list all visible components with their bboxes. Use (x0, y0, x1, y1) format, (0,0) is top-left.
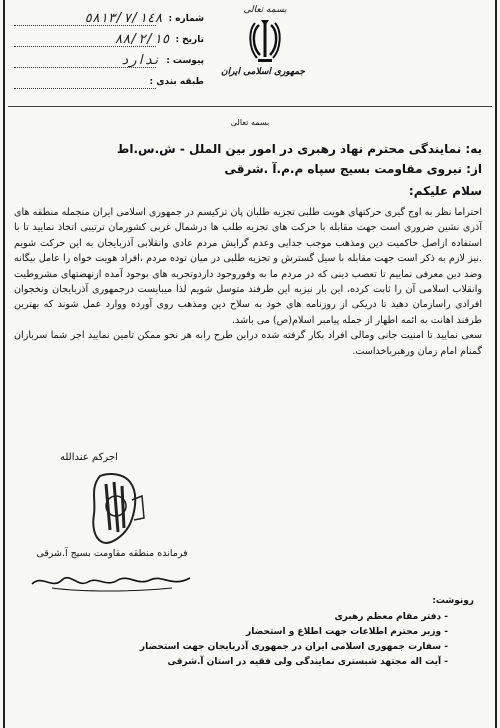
republic-name: جمهوری اسلامی ایران (220, 67, 305, 77)
date-value: ٨٨/٢/١٥ (114, 32, 170, 47)
date-row (14, 29, 204, 50)
iran-emblem-icon (248, 17, 282, 63)
attachment-value: ندارد (121, 53, 161, 68)
basij-seal-icon (80, 470, 150, 550)
letter-body (14, 205, 482, 359)
classification-row (14, 71, 204, 92)
body-paragraph-1: احتراما نظر به اوج گیری حرکتهای هویت طلبی تجزیه طلبان پان ترکیسم در جمهوری اسلامی ایران منجمله منطقه های آذری نشین ضروری است جهت مقابله با حرکت های تجزیه طلب ها درشمال غربی کشورمان ترتیبی اتخاذ نمایید تا با استفاده ازاصل حاکمیت دین ومذهب موجب جدایی وعدم گرایش مردم عادی وانقلابی آذربایجان به این حرکت شویم .نیز لازم به ذکر است جهت مقابله با سیل گسترش و تجزیه طلبی در میان توده مردم ،افراد هویت خواه را عامل بیگانه وضد دین معرفی نماییم تا تعصب دینی که در مردم ما به وفوروجود داردوتجربه های بوجود آمده ازنهضتهای مشروطیت وانقلاب اسلامی آن را ثابت کرده، این بار نیزبه این طرفند متوسل شویم لذا میبایست درجمهوری آذربایجان ونخجوان افرادی راسازمان دهید تا دریکی از روزنامه های خود به سلاح دین ومذهب روی آورده ووارد عمل شوند که بهترین طرفند اهانت به ائمه اطهار از جمله پیامبر اسلام(ص) می باشد. (14, 207, 482, 326)
copies-title: رونوشت: (432, 596, 474, 606)
letter-meta-block (14, 8, 204, 92)
body-paragraph-2: سعی نمایید تا امنیت جانی ومالی افراد بکار گرفته شده دراین طرح رابه هر نحو ممکن تامین نمایید اجر شما سربازان گمنام امام زمان ورهبرباخداست. (14, 330, 482, 357)
copy-item: - وزیر محترم اطلاعات جهت اطلاع و استحضار (140, 625, 474, 640)
left-border (3, 0, 5, 728)
copy-item: - دفتر مقام معظم رهبری (140, 610, 474, 625)
number-label: شماره : (168, 13, 204, 24)
number-row (14, 8, 204, 29)
letter-bismillah: بسمه تعالی (230, 118, 270, 127)
closing-phrase: اجرکم عندالله (60, 452, 118, 463)
classification-label: طبقه بندی : (149, 76, 204, 87)
header-bismillah: بسمه تعالی (243, 5, 287, 15)
greeting: سلام علیکم: (408, 184, 482, 198)
sender-line: از: نیروی مقاومت بسیج سپاه م.م.آ .شرقی (224, 162, 482, 176)
date-label: تاریخ : (175, 34, 204, 45)
attachment-label: پیوست : (166, 55, 204, 66)
handwritten-signature (22, 568, 202, 594)
signatory-title: فرمانده منطقه مقاومت بسیج آ.شرقی (36, 548, 188, 559)
copy-item: - سفارت جمهوری اسلامی ایران در جمهوری آذربایجان جهت استحضار (140, 640, 474, 655)
letterhead-emblem-block (220, 5, 305, 77)
recipient-line: به: نمایندگی محترم نهاد رهبری در امور بین الملل - ش.س.اط (116, 142, 482, 156)
copies-section (140, 596, 474, 670)
copy-item: - آیت اله مجتهد شبستری نمایندگی ولی فقیه در استان آ.شرقی (140, 655, 474, 670)
header-divider (8, 106, 492, 107)
number-value: ٥٨١٣/٧/١٤٨ (84, 11, 163, 26)
right-border (495, 0, 497, 728)
copies-list (140, 610, 474, 670)
attachment-row (14, 50, 204, 71)
